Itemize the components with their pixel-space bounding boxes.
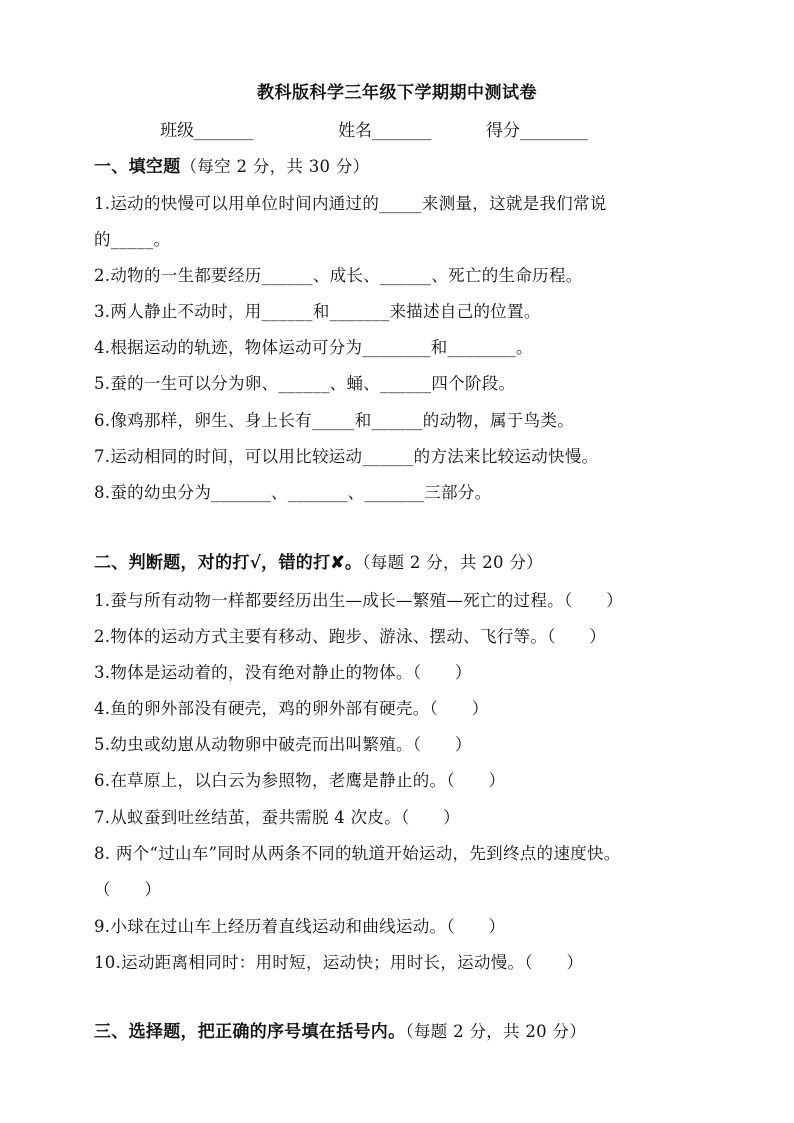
question-line: 4.鱼的卵外部没有硬壳，鸡的卵外部有硬壳。（ ）: [94, 699, 489, 718]
question-line: 5.幼虫或幼崽从动物卵中破壳而出叫繁殖。（ ）: [94, 735, 472, 754]
question-line: 3.物体是运动着的，没有绝对静止的物体。（ ）: [94, 663, 472, 682]
question-line: 7.运动相同的时间，可以用比较运动______的方法来比较运动快慢。: [94, 447, 599, 466]
question-line: 8.蚕的幼虫分为_______、_______、_______三部分。: [94, 483, 492, 502]
question-line: 9.小球在过山车上经历着直线运动和曲线运动。（ ）: [94, 917, 506, 936]
section2-title: 二、判断题，对的打√，错的打✘。: [94, 553, 363, 573]
section3-title: 三、选择题，把正确的序号填在括号内。: [94, 1022, 406, 1042]
score-field: 得分________: [486, 121, 588, 141]
name-field: 姓名_______: [338, 121, 432, 141]
page-title: 教科版科学三年级下学期期中测试卷: [257, 83, 537, 103]
question-line: 1.运动的快慢可以用单位时间内通过的_____来测量，这就是我们常说: [94, 194, 607, 213]
section2-heading: [94, 548, 543, 573]
section3-heading: [94, 1017, 586, 1042]
question-line: （ ）: [94, 880, 162, 899]
question-line: 7.从蚁蚕到吐丝结茧，蚕共需脱 4 次皮。（ ）: [94, 808, 460, 827]
question-line: 的_____。: [94, 230, 171, 249]
section2-note: （每题 2 分，共 20 分）: [362, 553, 543, 572]
question-line: 3.两人静止不动时，用______和_______来描述自己的位置。: [94, 302, 541, 321]
question-line: 5.蚕的一生可以分为卵、______、蛹、______四个阶段。: [94, 374, 516, 393]
question-line: 6.像鸡那样，卵生、身上长有_____和______的动物，属于鸟类。: [94, 411, 574, 430]
question-line: 6.在草原上，以白云为参照物，老鹰是静止的。（ ）: [94, 771, 506, 790]
section3-note: （每题 2 分，共 20 分）: [405, 1022, 587, 1041]
question-line: 2.物体的运动方式主要有移动、跑步、游泳、摆动、飞行等。（ ）: [94, 627, 607, 646]
class-field: 班级_______: [160, 121, 254, 141]
section1-note: （每空 2 分，共 30 分）: [180, 157, 370, 176]
question-line: 4.根据运动的轨迹，物体运动可分为________和________。: [94, 338, 533, 357]
section1-title: 一、填空题: [94, 157, 181, 177]
question-line: 2.动物的一生都要经历______、成长、______、死亡的生命历程。: [94, 266, 583, 285]
question-line: 8. 两个“过山车”同时从两条不同的轨道开始运动，先到终点的速度快。: [94, 844, 621, 863]
section1-heading: [94, 152, 369, 177]
question-line: 10.运动距离相同时：用时短，运动快；用时长，运动慢。（ ）: [94, 953, 584, 972]
question-line: 1.蚕与所有动物一样都要经历出生—成长—繁殖—死亡的过程。（ ）: [94, 591, 623, 610]
